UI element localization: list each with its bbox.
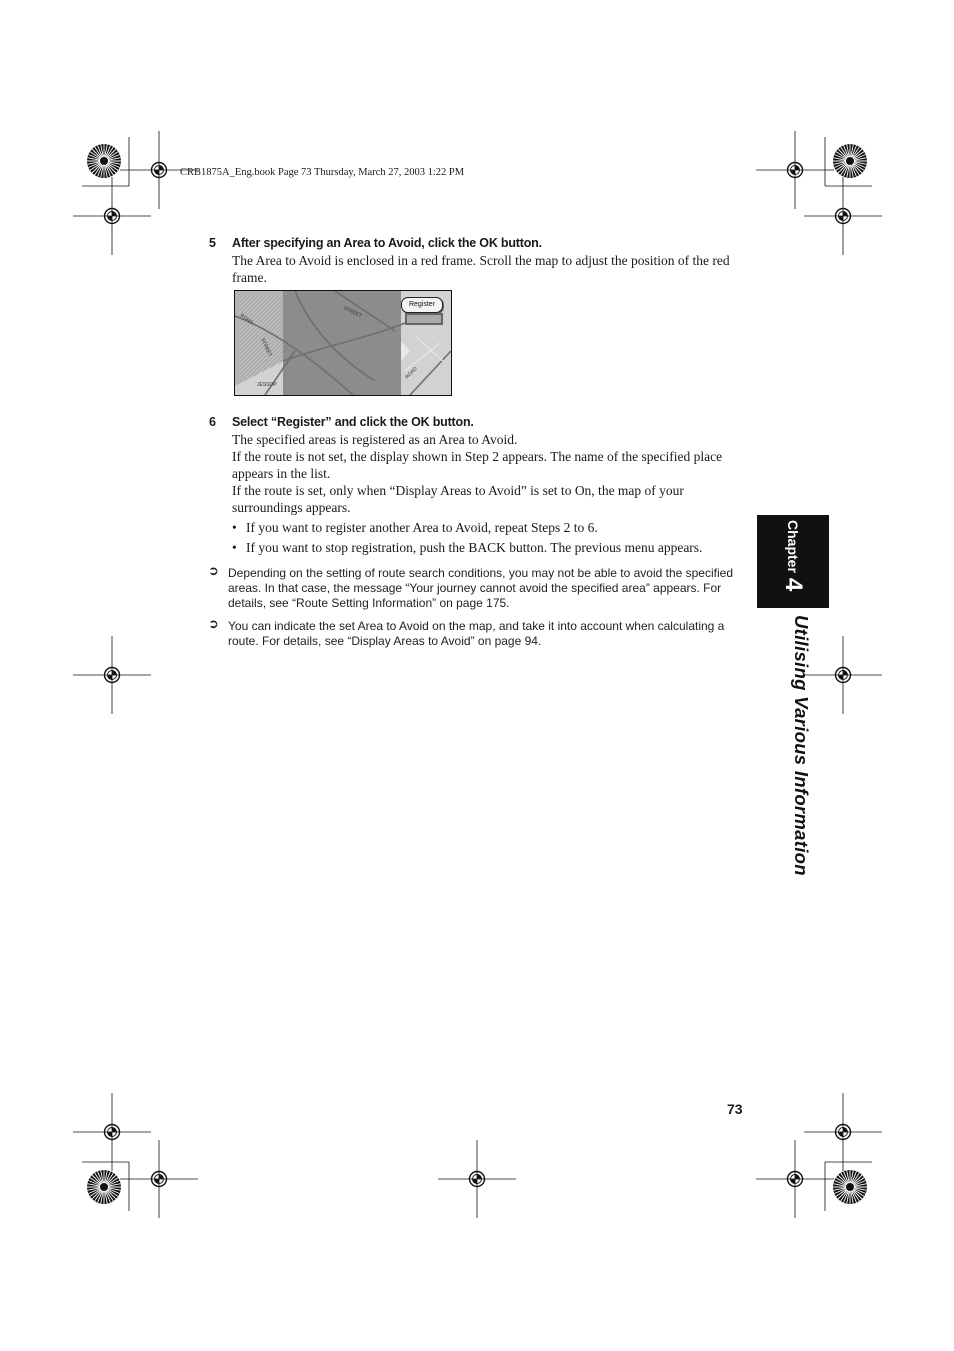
step-6-body (232, 431, 744, 556)
bullet-item (232, 519, 744, 536)
step-6-line-1: The specified areas is registered as an Area to Avoid. (232, 432, 518, 447)
register-button[interactable]: Register (401, 297, 443, 313)
bullet-text-1: If you want to register another Area to Avoid, repeat Steps 2 to 6. (246, 520, 598, 535)
svg-text:ROAD: ROAD (404, 365, 419, 381)
svg-text:ROAD: ROAD (238, 312, 255, 326)
page-number: 73 (727, 1101, 743, 1117)
note-1: Depending on the setting of route search conditions, you may not be able to avoid the specified areas. In that case, the message “Your journey cannot avoid the specified area” appears. For details, see “Route Setting Information” on page 175. (228, 566, 733, 610)
file-info-header: CRB1875A_Eng.book Page 73 Thursday, March 27, 2003 1:22 PM (180, 167, 465, 178)
map-screenshot (234, 290, 452, 396)
step-5-text: The Area to Avoid is enclosed in a red frame. Scroll the map to adjust the position of the red frame. (232, 253, 730, 285)
step-6-line-2: If the route is not set, the display shown in Step 2 appears. The name of the specified place appears in the list. (232, 449, 723, 481)
svg-text:JESSOP: JESSOP (257, 382, 277, 388)
bullet-dot-icon: • (232, 520, 237, 535)
step-5-body (232, 252, 744, 286)
step-5-title: After specifying an Area to Avoid, click the OK button. (232, 236, 542, 250)
section-title: Utilising Various Information (791, 615, 812, 876)
chapter-word: Chapter (785, 520, 801, 573)
bullet-dot-icon: • (232, 540, 237, 555)
bullet-text-2: If you want to stop registration, push the BACK button. The previous menu appears. (246, 540, 703, 555)
svg-text:STREET: STREET (259, 337, 273, 358)
note-arrow-icon: ➲ (208, 564, 219, 579)
bullet-item (232, 539, 744, 556)
chapter-label (757, 515, 829, 608)
svg-text:STREET: STREET (342, 305, 363, 320)
chapter-tab (757, 515, 829, 608)
step-6-line-3: If the route is set, only when “Display Areas to Avoid” is set to On, the map of your surroundings appears. (232, 483, 684, 515)
step-6-number: 6 (209, 415, 216, 429)
note-2: You can indicate the set Area to Avoid on the map, and take it into account when calculating a route. For details, see “Display Areas to Avoid” on page 94. (228, 619, 725, 648)
chapter-number: 4 (780, 577, 807, 592)
step-5-number: 5 (209, 236, 216, 250)
step-6-title: Select “Register” and click the OK button. (232, 415, 474, 429)
note-arrow-icon: ➲ (208, 617, 219, 632)
